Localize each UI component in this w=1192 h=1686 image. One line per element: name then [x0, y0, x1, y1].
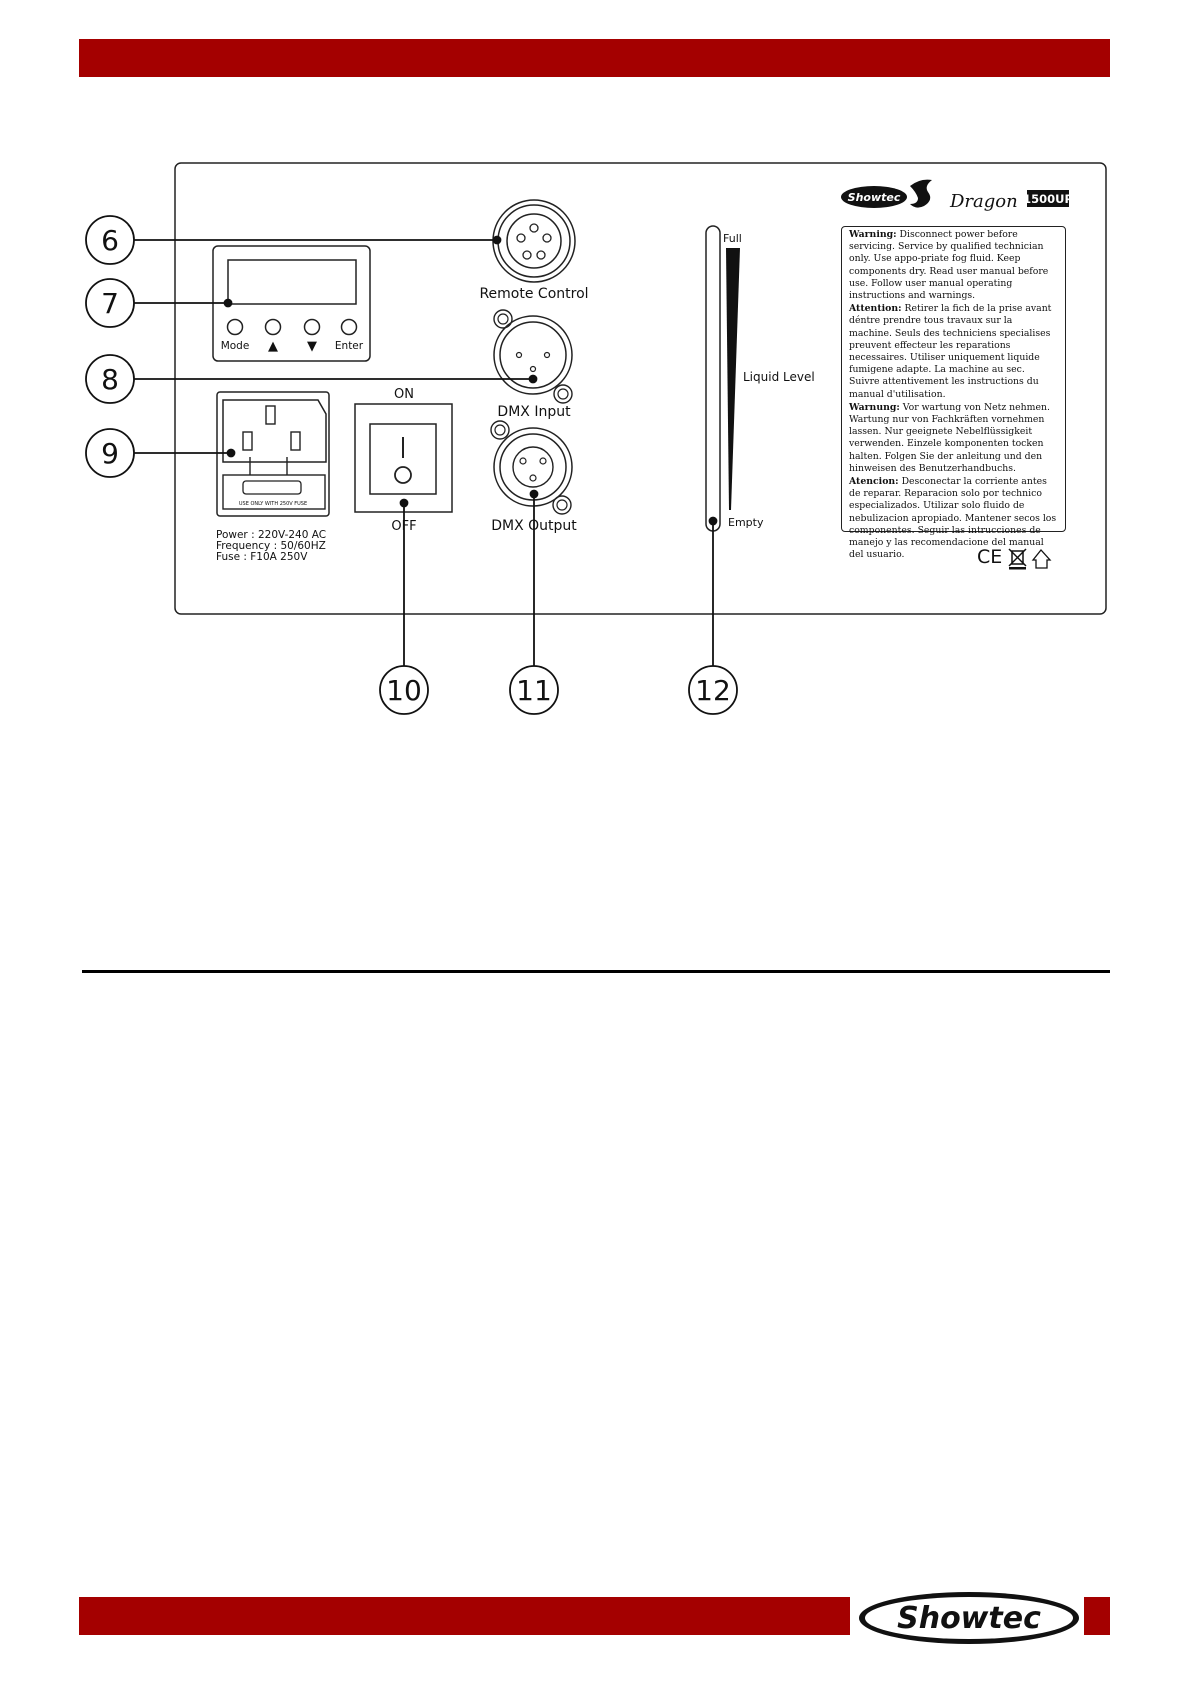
mode-label: Mode [220, 340, 250, 352]
switch-on-label: ON [394, 387, 414, 402]
footer-brand-logo [856, 1590, 1082, 1646]
dmx-output-label: DMX Output [491, 518, 577, 534]
dmx-input-connector [494, 310, 572, 420]
logo-brand: Showtec [847, 191, 901, 204]
callout-6-number: 6 [101, 224, 119, 257]
enter-label: Enter [334, 340, 364, 352]
logo-model-suffix: 1500UP [1023, 192, 1073, 206]
section-divider [82, 970, 1110, 973]
ce-mark: CE [977, 546, 1003, 568]
switch-off-label: OFF [391, 519, 417, 534]
dragon-icon [910, 180, 932, 208]
footer-bar [79, 1597, 850, 1635]
up-button [266, 320, 281, 335]
down-button [305, 320, 320, 335]
callout-7-number: 7 [101, 287, 119, 320]
remote-control-label: Remote Control [479, 286, 589, 302]
warning-en: Warning: Disconnect power before servicing. Service by qualified technician only. Use appo-priate fog fluid. Keep components dry. Read user manual before use. Follow user manual operating instructions and warnings. [849, 229, 1049, 302]
warning-label-box [841, 226, 1066, 561]
fuse-spec-line: Fuse : F10A 250V [216, 551, 308, 563]
footer-bar-tail [1084, 1597, 1110, 1635]
callout-11-number: 11 [516, 674, 552, 707]
callout-8-number: 8 [101, 363, 119, 396]
liquid-full-label: Full [723, 232, 742, 245]
up-label: ▲ [268, 339, 278, 354]
callout-12-number: 12 [695, 674, 731, 707]
warning-es: Atencion: Desconectar la corriente antes de reparar. Reparacion solo por technico especializados. Utilizar solo fluido de nebulizacion apropiado. Mantener secos los componentes. Seguir las intrucciones de manejo y las recomendacione del manual del usuario. [849, 476, 1057, 561]
frequency-spec-line: Frequency : 50/60HZ [216, 540, 326, 552]
remote-control-connector [479, 200, 588, 302]
power-spec-line: Power : 220V-240 AC [216, 529, 327, 541]
fuse-note: USE ONLY WITH 250V FUSE [238, 501, 308, 507]
warning-de: Warnung: Vor wartung von Netz nehmen. Wartung nur von Fachkräften vornehmen lassen. Nur geeignete Nebelflüssigkeit verwenden. Einzele komponenten tocken halten. Folgen Sie der anleitung und den hinweisen des Benutzerhandbuchs. [849, 401, 1050, 474]
lcd-screen [228, 260, 356, 304]
liquid-empty-label: Empty [728, 516, 764, 529]
dmx-input-label: DMX Input [497, 404, 571, 420]
liquid-level-gauge [706, 226, 815, 531]
callouts [86, 216, 737, 714]
power-inlet [216, 392, 329, 563]
dragon-logo [841, 180, 1073, 212]
callout-10-number: 10 [386, 674, 422, 707]
enter-button [342, 320, 357, 335]
callout-9-number: 9 [101, 437, 119, 470]
liquid-level-label: Liquid Level [743, 370, 815, 384]
down-label: ▼ [307, 339, 317, 354]
logo-model: Dragon [950, 191, 1018, 212]
mode-button [228, 320, 243, 335]
display-module [213, 246, 370, 361]
footer-brand-text: Showtec [897, 1601, 1041, 1636]
warning-fr: Attention: Retirer la fich de la prise avant déntre prendre tous travaux sur la machine. Seuls des techniciens specialises preuvent effecteur les reparations necessaires. Utiliser uniquement liquide fumigene adapte. La machine au sec. Suivre attentivement les instructions du manual d'utilisation. [849, 303, 1052, 400]
